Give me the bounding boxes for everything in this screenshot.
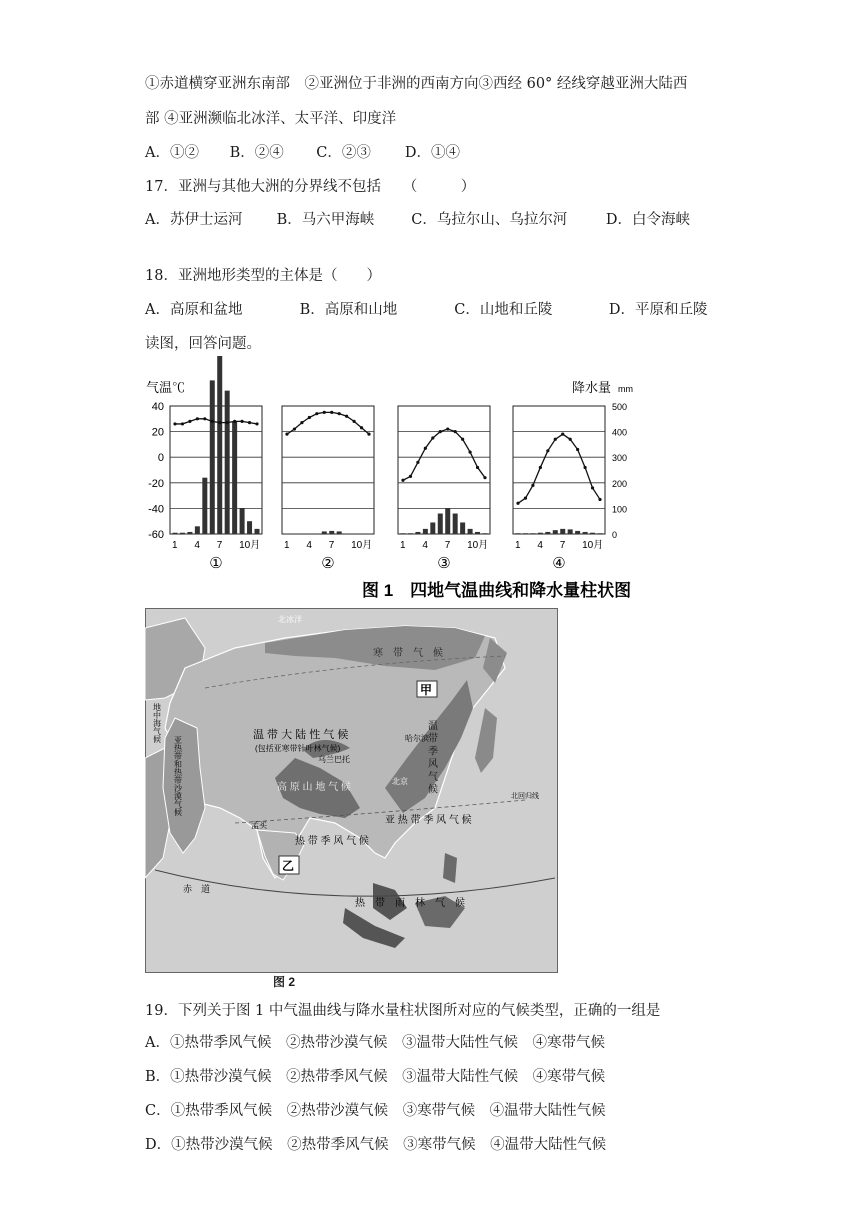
temp-point <box>330 411 333 414</box>
temp-point <box>516 502 519 505</box>
temp-point <box>554 438 557 441</box>
temp-point <box>218 421 221 424</box>
temp-point <box>416 461 419 464</box>
panel-frame <box>398 406 490 534</box>
q19-stem: 19．下列关于图 1 中气温曲线与降水量柱状图所对应的气候类型，正确的一组是 <box>145 1003 661 1019</box>
q17-option-b[interactable]: B．马六甲海峡 <box>276 212 375 228</box>
temp-curve <box>403 429 485 480</box>
month-tick-label: 1 <box>400 540 406 551</box>
q16-statements-line2: 部 ④亚洲濒临北冰洋、太平洋、印度洋 <box>145 111 397 127</box>
month-tick-label: 7 <box>216 540 223 551</box>
month-tick-label: 1 <box>515 540 521 551</box>
climate-panel <box>398 406 490 572</box>
temp-point <box>409 475 412 478</box>
label-mediterranean: 地中海气候 <box>152 703 162 743</box>
precip-tick-label: 0 <box>612 530 618 540</box>
marker-jia: 甲 <box>420 683 433 697</box>
precip-bar <box>210 380 215 534</box>
precip-bar <box>247 521 252 534</box>
precip-bar <box>195 526 200 534</box>
precip-bar <box>460 522 465 534</box>
precip-bar <box>292 533 297 534</box>
temp-tick-label: 40 <box>151 401 164 413</box>
precip-bar <box>307 533 312 534</box>
precip-bar <box>523 533 528 534</box>
figure1-title: 图 1 四地气温曲线和降水量柱状图 <box>362 581 632 600</box>
temp-curve <box>287 412 369 434</box>
panel-frame <box>170 406 262 534</box>
precip-tick-label: 400 <box>612 427 628 438</box>
temp-point <box>345 415 348 418</box>
precip-bar <box>240 508 245 534</box>
month-tick-label: 7 <box>559 540 566 551</box>
precip-bar <box>299 533 304 534</box>
precip-tick-label: 100 <box>612 504 628 515</box>
precip-bar <box>285 533 290 534</box>
month-tick-label: 10月 <box>467 540 489 551</box>
precip-bar <box>553 530 558 534</box>
label-plateau: 高 原 山 地 气 候 <box>277 782 351 793</box>
precip-bar <box>598 533 603 534</box>
temp-tick-label: 20 <box>151 426 164 439</box>
precip-bar <box>255 529 260 534</box>
temp-point <box>173 422 176 425</box>
q17-option-a[interactable]: A．苏伊士运河 <box>145 212 243 228</box>
temp-point <box>598 498 601 501</box>
temp-point <box>240 420 243 423</box>
temp-point <box>583 466 586 469</box>
q19-option-d[interactable]: D．①热带沙漠气候 ②热带季风气候 ③寒带气候 ④温带大陆性气候 <box>145 1137 607 1153</box>
figure2-caption: 图 2 <box>273 975 296 989</box>
label-tropic: 北回归线 <box>511 793 539 800</box>
q16-statements-line1: ①赤道横穿亚洲东南部 ②亚洲位于非洲的西南方向③西经 60° 经线穿越亚洲大陆西 <box>145 76 688 92</box>
temp-point <box>211 420 214 423</box>
month-tick-label: 4 <box>422 540 428 551</box>
q19-option-b[interactable]: B．①热带沙漠气候 ②热带季风气候 ③温带大陆性气候 ④寒带气候 <box>145 1069 606 1085</box>
precip-bar <box>415 532 420 534</box>
q18-stem: 18．亚洲地形类型的主体是（ ） <box>145 268 381 284</box>
temp-point <box>188 420 191 423</box>
precip-bar <box>453 514 458 534</box>
panel-number: ③ <box>437 555 451 572</box>
panel-number: ④ <box>552 555 566 572</box>
panel-number: ② <box>321 555 335 572</box>
precip-bar <box>187 532 192 534</box>
precip-bar <box>180 533 185 534</box>
precip-tick-label: 200 <box>612 478 628 489</box>
q18-option-d[interactable]: D．平原和丘陵 <box>608 302 708 318</box>
q16-option-d[interactable]: D．①④ <box>404 145 460 161</box>
precip-bar <box>468 529 473 534</box>
label-arctic-ocean: 北冰洋 <box>278 615 302 624</box>
panel-frame <box>282 406 374 534</box>
temp-point <box>424 447 427 450</box>
month-tick-label: 7 <box>444 540 451 551</box>
precip-bar <box>329 531 334 534</box>
label-beijing: 北京 <box>392 777 408 786</box>
climate-panel <box>513 406 605 572</box>
panel-frame <box>513 406 605 534</box>
temp-point <box>539 466 542 469</box>
temp-tick-label: -40 <box>148 503 164 516</box>
temp-point <box>524 497 527 500</box>
q18-options <box>145 298 707 319</box>
precip-bar <box>337 531 342 534</box>
temp-point <box>360 426 363 429</box>
precip-bar <box>438 514 443 534</box>
precip-bar <box>344 533 349 534</box>
temp-point <box>468 450 471 453</box>
precip-bar <box>545 532 550 534</box>
precip-bar <box>475 532 480 534</box>
temp-curve <box>175 419 257 424</box>
temp-axis-label: 气温℃ <box>146 380 186 395</box>
temp-point <box>576 448 579 451</box>
temp-point <box>591 486 594 489</box>
precip-tick-label: 500 <box>612 402 628 412</box>
temp-point <box>338 412 341 415</box>
label-equator: 赤 道 <box>183 884 211 894</box>
q17-option-c[interactable]: C．乌拉尔山、乌拉尔河 <box>411 212 568 228</box>
precip-bar <box>560 529 565 534</box>
precip-bar <box>367 533 372 534</box>
month-tick-label: 10月 <box>582 540 604 551</box>
temp-point <box>546 449 549 452</box>
q16-option-c[interactable]: C．②③ <box>316 145 371 161</box>
precip-axis-unit: mm <box>618 384 633 394</box>
label-temperate-monsoon: 温 带 季 风 气 候 <box>425 720 437 794</box>
q16-option-b[interactable]: B．②④ <box>229 145 284 161</box>
temp-point <box>483 476 486 479</box>
precip-tick-label: 300 <box>612 453 628 464</box>
temp-point <box>323 411 326 414</box>
temp-point <box>255 422 258 425</box>
temp-point <box>248 421 251 424</box>
label-mumbai: 孟买 <box>251 821 267 830</box>
temp-tick-label: -20 <box>148 477 164 490</box>
q17-stem: 17．亚洲与其他大洲的分界线不包括 （ ） <box>145 179 476 195</box>
temp-point <box>531 484 534 487</box>
temp-point <box>439 430 442 433</box>
month-tick-label: 4 <box>194 540 200 551</box>
temp-point <box>285 433 288 436</box>
label-cold-climate: 寒 带 气 候 <box>373 648 443 659</box>
temp-point <box>476 466 479 469</box>
temp-point <box>461 438 464 441</box>
precip-bar <box>225 391 230 534</box>
temp-point <box>352 420 355 423</box>
temp-point <box>454 430 457 433</box>
temp-tick-label: 0 <box>157 452 164 465</box>
temp-point <box>181 422 184 425</box>
month-tick-label: 1 <box>284 540 290 551</box>
precip-bar <box>314 533 319 534</box>
precip-bar <box>530 533 535 534</box>
temp-point <box>308 416 311 419</box>
temp-point <box>367 433 370 436</box>
read-instruction: 读图，回答问题。 <box>145 336 261 352</box>
month-tick-label: 10月 <box>239 540 261 551</box>
temp-point <box>196 417 199 420</box>
label-ulaanbaatar: 乌兰巴托 <box>318 755 350 764</box>
temp-point <box>226 421 229 424</box>
precip-bar <box>401 533 406 534</box>
q19-option-a[interactable]: A．①热带季风气候 ②热带沙漠气候 ③温带大陆性气候 ④寒带气候 <box>145 1035 605 1051</box>
precip-bar <box>538 533 543 534</box>
q17-option-d[interactable]: D．白令海峡 <box>605 212 690 228</box>
temp-point <box>561 433 564 436</box>
q18-option-b[interactable]: B．高原和山地 <box>299 302 398 318</box>
temp-curve <box>518 434 600 503</box>
climate-panel <box>282 406 374 572</box>
temp-point <box>569 438 572 441</box>
precip-axis-label: 降水量 <box>572 380 612 395</box>
month-tick-label: 10月 <box>351 540 373 551</box>
q18-option-c[interactable]: C．山地和丘陵 <box>454 302 553 318</box>
precip-bar <box>430 522 435 534</box>
month-tick-label: 1 <box>172 540 178 551</box>
precip-bar <box>232 421 237 534</box>
temp-point <box>401 479 404 482</box>
temp-point <box>293 427 296 430</box>
month-tick-label: 7 <box>328 540 335 551</box>
label-tropical-monsoon: 热 带 季 风 气 候 <box>295 836 369 847</box>
temp-point <box>446 427 449 430</box>
precip-bar <box>322 531 327 534</box>
temp-tick-label: -60 <box>148 529 164 541</box>
q19-option-c[interactable]: C．①热带季风气候 ②热带沙漠气候 ③寒带气候 ④温带大陆性气候 <box>145 1103 606 1119</box>
month-tick-label: 4 <box>537 540 543 551</box>
precip-bar <box>423 529 428 534</box>
precip-bar <box>575 531 580 534</box>
precip-bar <box>202 478 207 534</box>
temp-point <box>315 412 318 415</box>
q17-options <box>145 208 690 229</box>
precip-bar <box>352 533 357 534</box>
temp-point <box>300 421 303 424</box>
month-tick-label: 4 <box>306 540 312 551</box>
label-rainforest: 热 带 雨 林 气 候 <box>355 898 465 909</box>
q16-option-a[interactable]: A．①② <box>145 145 199 161</box>
temp-point <box>431 436 434 439</box>
precip-bar <box>583 532 588 534</box>
temp-point <box>233 420 236 423</box>
precip-bar <box>445 508 450 534</box>
precip-bar <box>173 533 178 534</box>
precip-bar <box>590 533 595 534</box>
philippines-land <box>443 853 457 883</box>
q16-options <box>145 141 460 162</box>
label-continental: 温 带 大 陆 性 气 候 <box>253 729 349 741</box>
label-harbin: 哈尔滨 <box>405 734 429 743</box>
precip-bar <box>217 356 222 534</box>
figure1-climate-charts <box>140 356 660 604</box>
precip-bar <box>568 529 573 534</box>
precip-bar <box>516 533 521 534</box>
label-continental-sub: (包括亚寒带针叶林气候) <box>255 744 341 753</box>
panel-number: ① <box>209 555 223 572</box>
label-subtropical-desert: 亚热带和热带沙漠气候 <box>173 736 183 816</box>
temp-point <box>203 417 206 420</box>
marker-yi: 乙 <box>282 859 295 873</box>
q18-option-a[interactable]: A．高原和盆地 <box>145 302 243 318</box>
precip-bar <box>408 533 413 534</box>
figure2-asia-climate-map <box>145 608 559 974</box>
label-subtropical-monsoon: 亚 热 带 季 风 气 候 <box>385 815 472 826</box>
precip-bar <box>483 533 488 534</box>
precip-bar <box>359 533 364 534</box>
